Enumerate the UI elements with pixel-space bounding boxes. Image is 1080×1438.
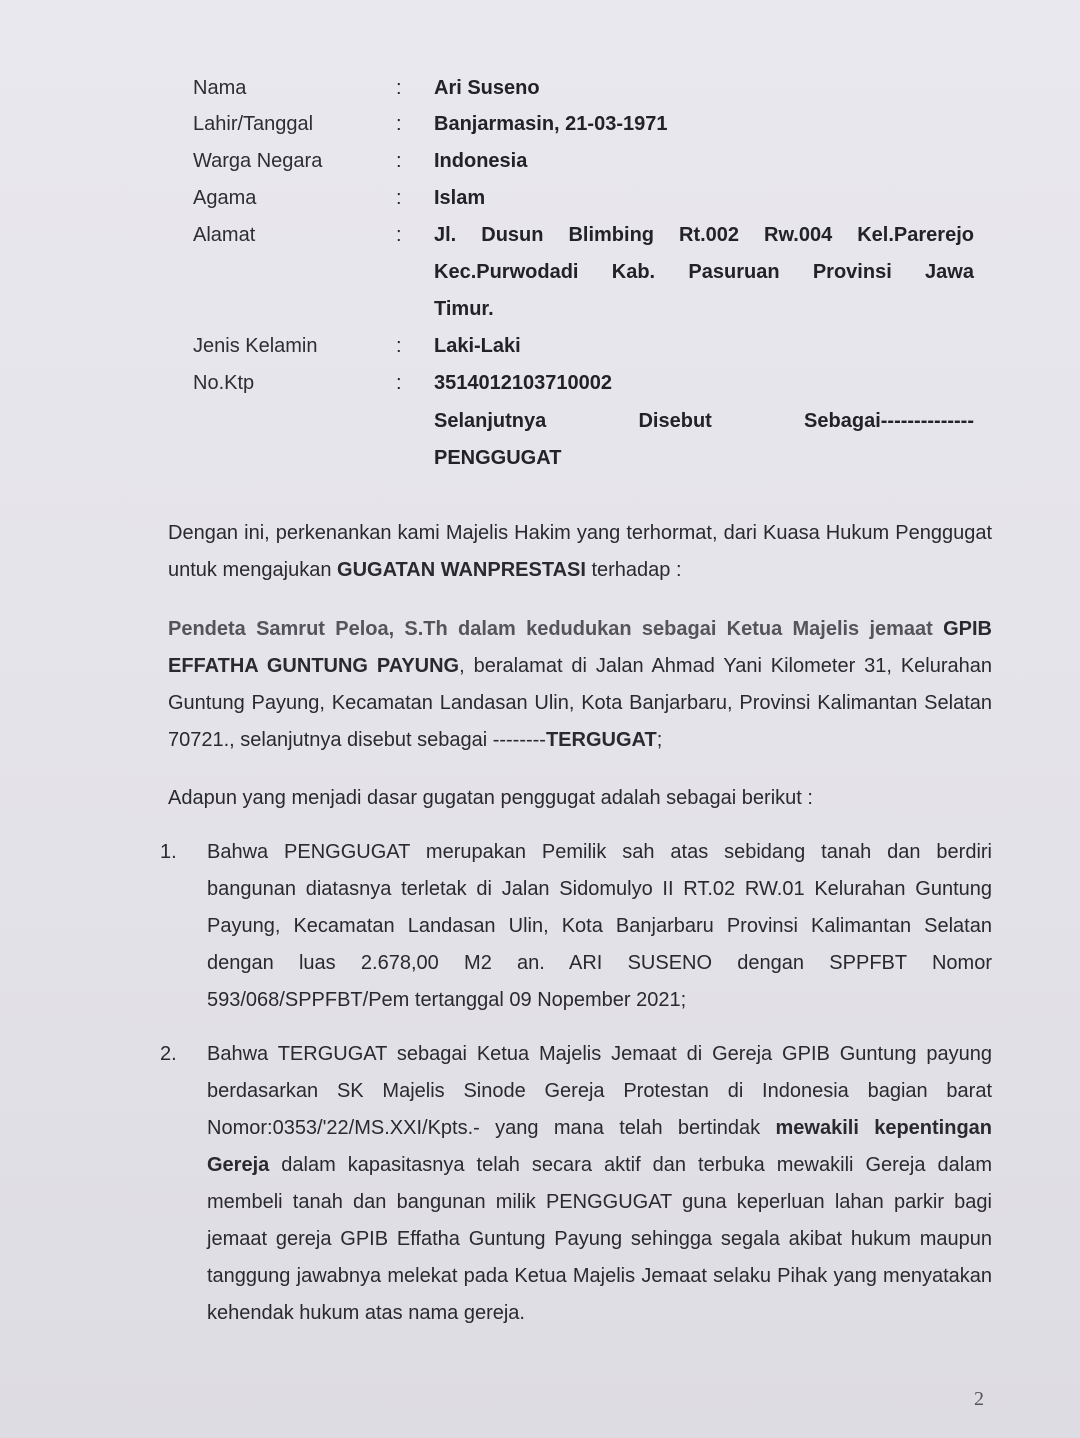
designation-word: Sebagai-------------- bbox=[804, 410, 974, 432]
intro-bold: GUGATAN WANPRESTASI bbox=[337, 559, 586, 581]
address-value bbox=[434, 217, 974, 328]
point-1-text: Bahwa PENGGUGAT merupakan Pemilik sah atas sebidang tanah dan berdiri bangunan diatasnya terletak di Jalan Sidomulyo II RT.02 RW.01 Kelurahan Guntung Payung, Kecamatan Landasan Ulin, Kota Banjarbaru Provinsi Kalimantan Selatan dengan luas 2.678,00 M2 an. ARI SUSENO dengan SPPFBT Nomor 593/068/SPPFBT/Pem tertanggal 09 Nopember 2021; bbox=[207, 841, 992, 1011]
designation-role: PENGGUGAT bbox=[434, 447, 562, 469]
citizen-label: Warga Negara bbox=[193, 150, 323, 172]
colon: : bbox=[396, 113, 402, 135]
address-word: Pasuruan bbox=[688, 261, 780, 283]
defendant-paragraph bbox=[168, 611, 992, 759]
address-line-1 bbox=[434, 217, 974, 254]
point-2-bold: mewakili kepentingan Gereja bbox=[207, 1117, 992, 1176]
gender-label: Jenis Kelamin bbox=[193, 335, 318, 357]
colon: : bbox=[396, 150, 402, 172]
address-word: Dusun bbox=[481, 224, 544, 246]
name-label: Nama bbox=[193, 77, 247, 99]
address-word: Jawa bbox=[925, 261, 974, 283]
colon: : bbox=[396, 372, 402, 394]
address-word: Rt.002 bbox=[679, 224, 740, 246]
designation-line bbox=[434, 403, 974, 440]
colon: : bbox=[396, 187, 402, 209]
ktp-label: No.Ktp bbox=[193, 372, 255, 394]
point-number: 1. bbox=[160, 841, 177, 863]
address-line-3: Timur. bbox=[434, 298, 494, 320]
address-word: Kel.Parerejo bbox=[857, 224, 974, 246]
intro-text-end: terhadap : bbox=[585, 559, 682, 581]
colon: : bbox=[396, 77, 402, 99]
gender-value: Laki-Laki bbox=[434, 335, 521, 357]
point-2-text bbox=[207, 1036, 992, 1332]
address-word: Rw.004 bbox=[764, 224, 833, 246]
address-word: Kab. bbox=[611, 261, 656, 283]
citizen-value: Indonesia bbox=[434, 150, 528, 172]
address-line-2 bbox=[434, 254, 974, 291]
point-2-text-start: Bahwa TERGUGAT sebagai Ketua Majelis Jemaat di Gereja GPIB Guntung payung berdasarkan SK Majelis Sinode Gereja Protestan di Indonesia bagian barat Nomor:0353/'22/MS.XXI/Kpts.- yang mana telah bertindak bbox=[207, 1043, 992, 1139]
religion-label: Agama bbox=[193, 187, 257, 209]
defendant-church: GPIB EFFATHA GUNTUNG PAYUNG bbox=[168, 618, 992, 677]
name-value: Ari Suseno bbox=[434, 77, 540, 99]
colon: : bbox=[396, 224, 402, 246]
point-2-text-end: dalam kapasitasnya telah secara aktif dan terbuka mewakili Gereja dalam membeli tanah dan bangunan milik PENGGUGAT guna keperluan lahan parkir bagi jemaat gereja GPIB Effatha Guntung Payung sehingga segala akibat hukum maupun tanggung jawabnya melekat pada Ketua Majelis Jemaat selaku Pihak yang menyatakan kehendak hukum atas nama gereja. bbox=[207, 1154, 992, 1324]
birth-value: Banjarmasin, 21-03-1971 bbox=[434, 113, 668, 135]
page-number: 2 bbox=[974, 1388, 984, 1410]
address-word: Kec.Purwodadi bbox=[434, 261, 579, 283]
defendant-end: ; bbox=[656, 729, 663, 751]
designation-word: Selanjutnya bbox=[434, 410, 547, 432]
address-word: Blimbing bbox=[568, 224, 655, 246]
intro-paragraph bbox=[168, 515, 992, 589]
religion-value: Islam bbox=[434, 187, 486, 209]
basis-intro: Adapun yang menjadi dasar gugatan penggugat adalah sebagai berikut : bbox=[168, 787, 813, 809]
address-label: Alamat bbox=[193, 224, 256, 246]
designation-value bbox=[434, 403, 974, 477]
birth-label: Lahir/Tanggal bbox=[193, 113, 314, 135]
intro-text: Dengan ini, perkenankan kami Majelis Hakim yang terhormat, dari Kuasa Hukum Penggugat untuk mengajukan bbox=[168, 522, 992, 581]
point-number: 2. bbox=[160, 1043, 177, 1065]
defendant-line: Pendeta Samrut Peloa, S.Th dalam kedudukan sebagai Ketua Majelis jemaat bbox=[168, 618, 933, 640]
colon: : bbox=[396, 335, 402, 357]
defendant-text: , beralamat di Jalan Ahmad Yani Kilometer 31, Kelurahan Guntung Payung, Kecamatan Landasan Ulin, Kota Banjarbaru, Provinsi Kalimantan Selatan 70721., selanjutnya disebut sebagai -------- bbox=[168, 655, 993, 751]
designation-word: Disebut bbox=[638, 410, 712, 432]
address-word: Jl. bbox=[434, 224, 457, 246]
address-word: Provinsi bbox=[812, 261, 892, 283]
ktp-value: 3514012103710002 bbox=[434, 372, 612, 394]
defendant-role: TERGUGAT bbox=[545, 729, 657, 751]
